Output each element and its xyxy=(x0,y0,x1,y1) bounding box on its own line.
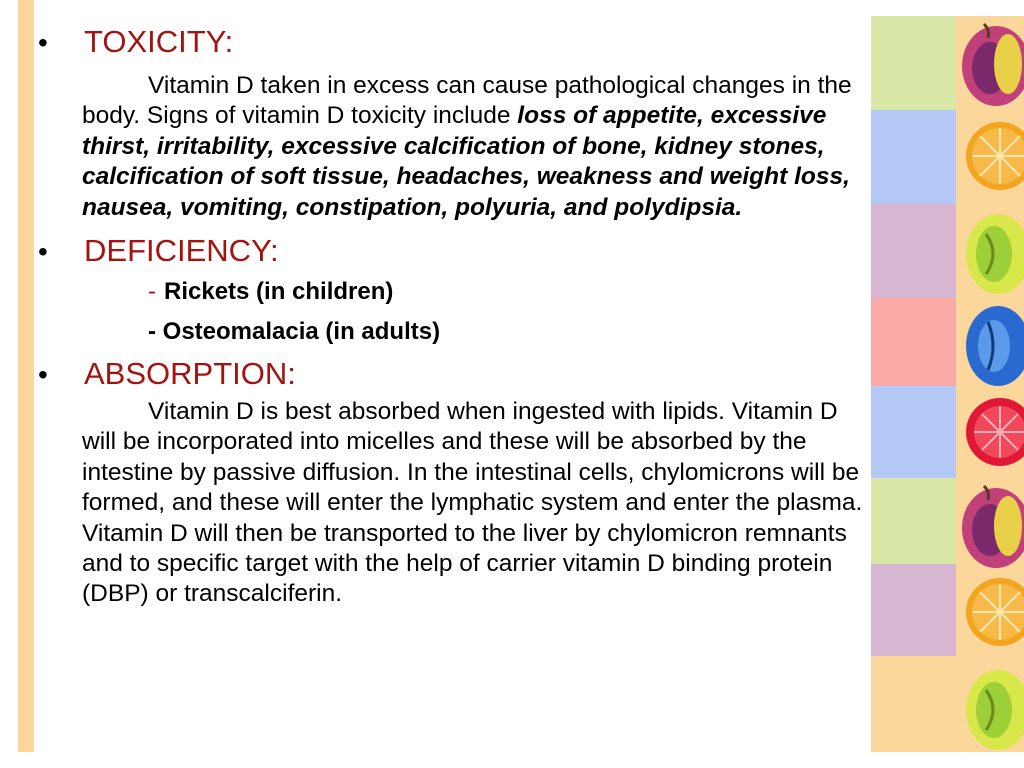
deficiency-heading-row xyxy=(36,231,866,272)
orange-slice-icon xyxy=(956,566,1024,658)
strip-cell xyxy=(871,564,956,656)
strip-cell xyxy=(871,110,956,204)
strip-cell xyxy=(871,16,956,110)
strip-cell xyxy=(871,204,956,298)
apple-blue-icon xyxy=(956,298,1024,390)
absorption-heading: ABSORPTION: xyxy=(84,356,296,392)
toxicity-signs: loss of appetite, excessive thirst, irritability, excessive calcification of bone, kidney stones, calcification of soft tissue, headaches, weakness and weight loss, nausea, vomiting, constipation, polyuria, and polydipsia. xyxy=(82,102,850,221)
apple-red-icon xyxy=(956,478,1024,570)
absorption-heading-row xyxy=(36,354,866,395)
toxicity-paragraph xyxy=(82,71,866,223)
left-decor-bar xyxy=(18,0,34,752)
toxicity-heading: TOXICITY: xyxy=(84,24,234,59)
absorption-text: Vitamin D is best absorbed when ingested with lipids. Vitamin D will be incorporated into micelles and these will be absorbed by the intestine by passive diffusion. In the intestinal cells, chylomicrons will be formed, and these will enter the lymphatic system and enter the plasma. Vitamin D will then be transported to the liver by chylomicron remnants and to specific target with the help of carrier vitamin D binding protein (DBP) or transcalciferin. xyxy=(82,398,863,608)
strip-cell xyxy=(871,656,956,752)
deficiency-heading: DEFICIENCY: xyxy=(84,233,279,269)
toxicity-heading-row xyxy=(36,22,866,63)
toxicity-text: Vitamin D taken in excess can cause pathological changes in the body. Signs of vitamin D toxicity include xyxy=(82,72,852,130)
bullet: • xyxy=(38,27,48,58)
orange-red-icon xyxy=(956,386,1024,478)
bullet: • xyxy=(38,236,48,268)
strip-cell xyxy=(871,298,956,386)
deficiency-item-rickets: - Rickets (in children) xyxy=(148,278,394,306)
deficiency-item-osteomalacia: - Osteomalacia (in adults) xyxy=(148,318,441,346)
strip-cell xyxy=(871,386,956,478)
apple-green-icon xyxy=(956,204,1024,296)
bullet: • xyxy=(38,359,48,391)
orange-slice-icon xyxy=(956,110,1024,202)
absorption-paragraph xyxy=(82,397,866,610)
apple-red-icon xyxy=(956,16,1024,108)
slide-content xyxy=(36,22,866,610)
strip-cell xyxy=(871,478,956,564)
apple-green-icon xyxy=(956,660,1024,752)
